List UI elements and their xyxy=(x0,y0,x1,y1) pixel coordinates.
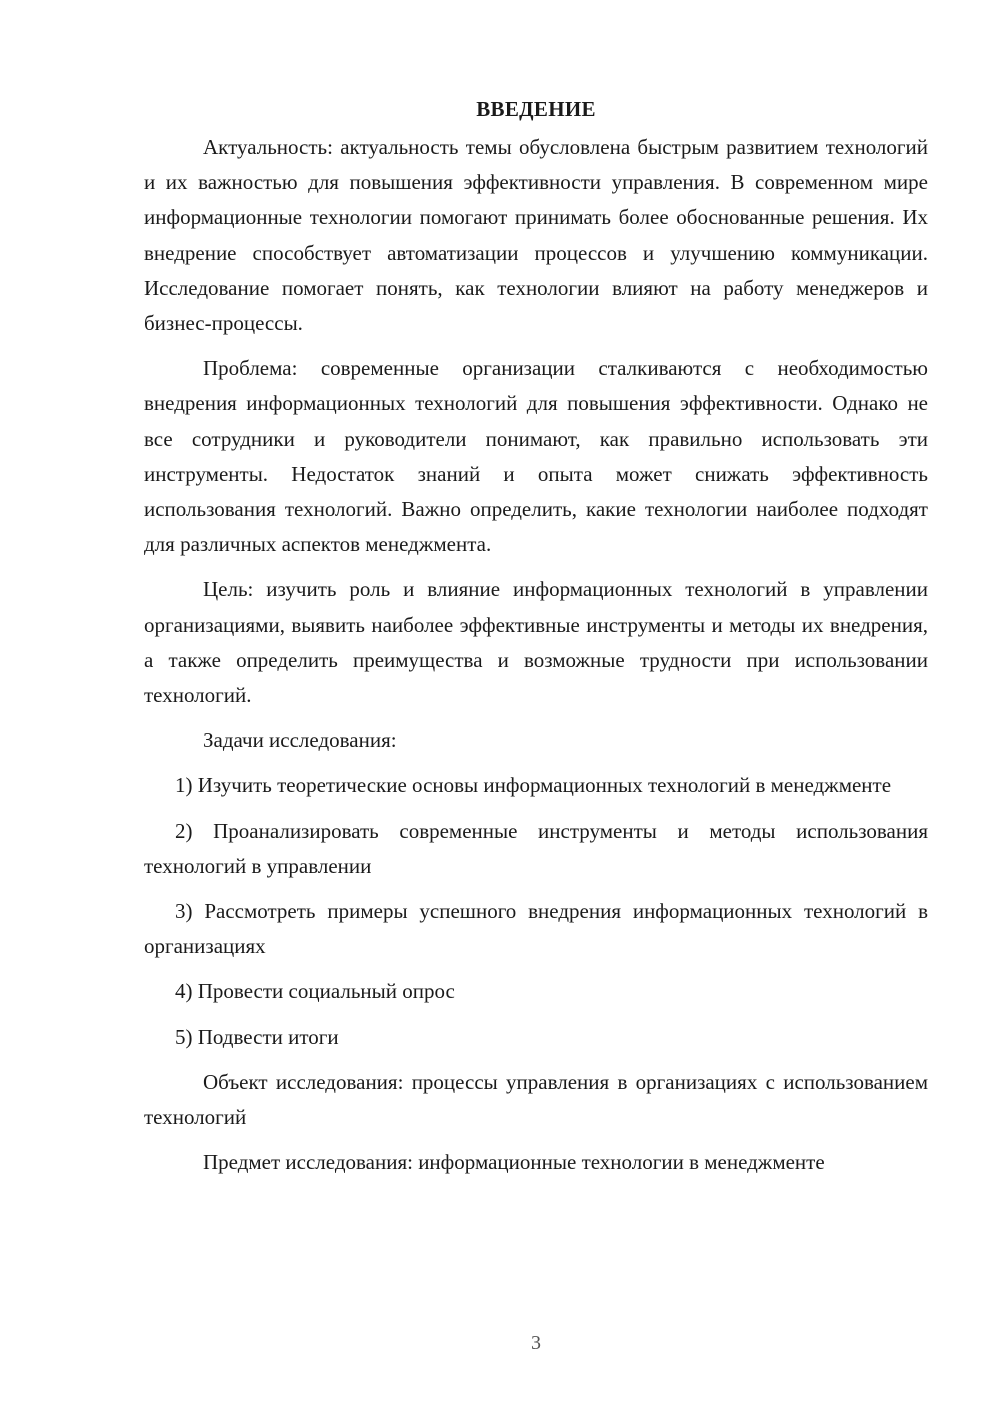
page-number: 3 xyxy=(531,1332,541,1354)
subject-paragraph: Предмет исследования: информационные технологии в менеджменте xyxy=(203,1150,825,1175)
relevance-paragraph: Актуальность: актуальность темы обусловлена быстрым развитием технологий и их важностью для повышения эффективности управления. В современном мире информационные технологии помогают принимать более обоснованные решения. Их внедрение способствует автоматизации процессов и улучшению коммуникации. Исследование помогает понять, как технологии влияют на работу менеджеров и бизнес-процессы. xyxy=(144,135,928,336)
task-item-5: 5) Подвести итоги xyxy=(175,1024,339,1049)
task-item-3: 3) Рассмотреть примеры успешного внедрения информационных технологий в организациях xyxy=(144,899,928,959)
document-page xyxy=(144,92,928,1180)
task-item-1: 1) Изучить теоретические основы информационных технологий в менеджменте xyxy=(175,773,892,798)
goal-paragraph: Цель: изучить роль и влияние информационных технологий в управлении организациями, выявить наиболее эффективные инструменты и методы их внедрения, а также определить преимущества и возможные трудности при использовании технологий. xyxy=(144,577,928,708)
task-item-4: 4) Провести социальный опрос xyxy=(175,979,455,1004)
task-item-2: 2) Проанализировать современные инструменты и методы использования технологий в управлении xyxy=(144,818,928,878)
problem-paragraph: Проблема: современные организации сталкиваются с необходимостью внедрения информационных технологий для повышения эффективности. Однако не все сотрудники и руководители понимают, как правильно использовать эти инструменты. Недостаток знаний и опыта может снижать эффективность использования технологий. Важно определить, какие технологии наиболее подходят для различных аспектов менеджмента. xyxy=(144,356,928,557)
page-title: ВВЕДЕНИЕ xyxy=(476,97,596,121)
object-paragraph: Объект исследования: процессы управления в организациях с использованием технологий xyxy=(144,1069,928,1130)
tasks-heading: Задачи исследования: xyxy=(203,728,397,753)
